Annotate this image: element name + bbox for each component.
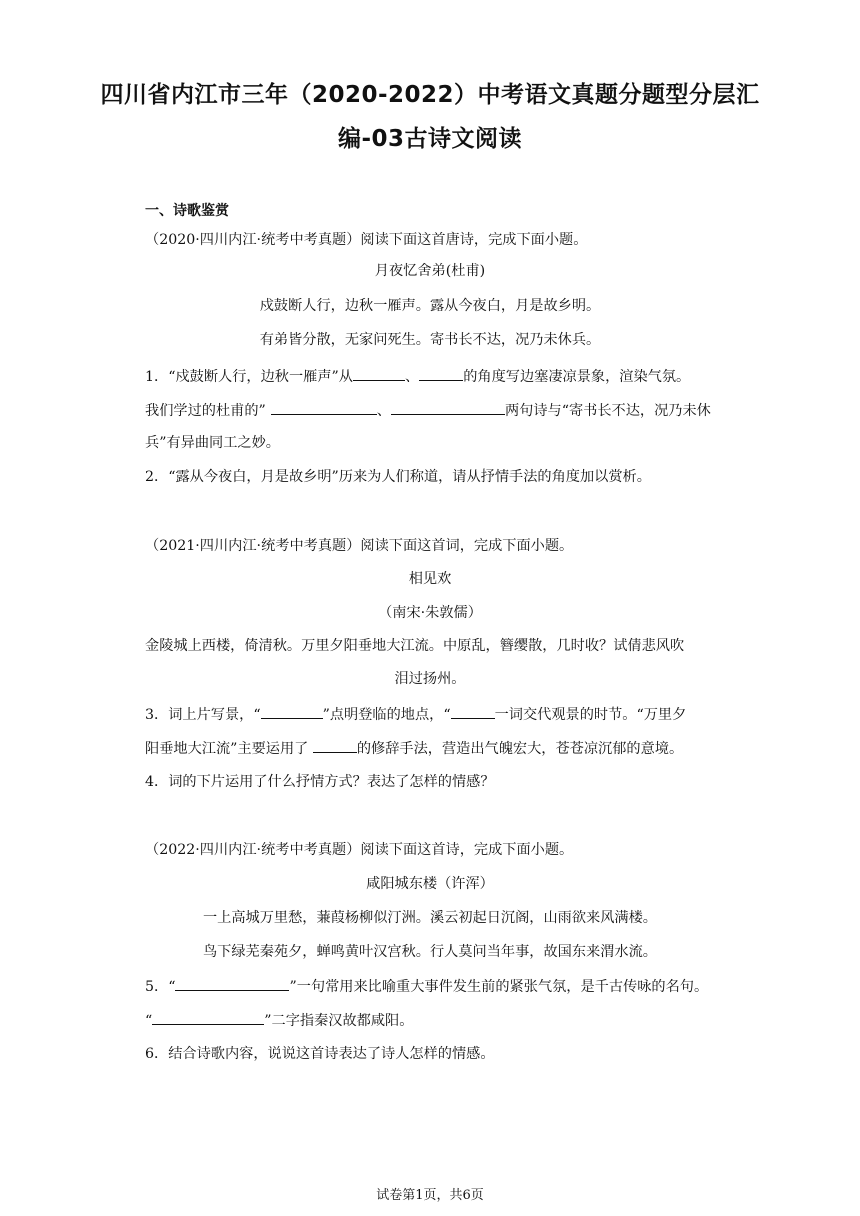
answer-blank[interactable] bbox=[391, 400, 505, 415]
group1-poem-line-2: 有弟皆分散，无家问死生。寄书长不达，况乃未休兵。 bbox=[259, 332, 601, 348]
question-5-line-2 bbox=[145, 1010, 725, 1031]
page-title-line-1: 四川省内江市三年（2020-2022）中考语文真题分题型分层汇 bbox=[100, 82, 760, 108]
page-footer: 试卷第1页，共6页 bbox=[376, 1188, 484, 1203]
group3-intro: （2022·四川内江·统考中考真题）阅读下面这首诗，完成下面小题。 bbox=[145, 842, 574, 858]
question-3-line-1 bbox=[145, 704, 725, 725]
q3-text-c: 一词交代观景的时节。“万里夕 bbox=[494, 707, 687, 723]
group2-poem-line-1: 金陵城上西楼，倚清秋。万里夕阳垂地大江流。中原乱，簪缨散，几时收？试倩悲风吹 bbox=[145, 638, 685, 654]
question-1-line-1 bbox=[145, 366, 725, 387]
question-2: 2．“露从今夜白，月是故乡明”历来为人们称道，请从抒情手法的角度加以赏析。 bbox=[145, 469, 651, 485]
answer-blank[interactable] bbox=[152, 1010, 264, 1025]
q3-text-a: 3．词上片写景，“ bbox=[145, 707, 261, 723]
q3-text-d: 阳垂地大江流”主要运用了 bbox=[145, 741, 313, 757]
q1-text-e: 、 bbox=[376, 403, 391, 419]
question-6: 6．结合诗歌内容，说说这首诗表达了诗人怎样的情感。 bbox=[145, 1046, 495, 1062]
group3-poem-line-2: 鸟下绿芜秦苑夕，蝉鸣黄叶汉宫秋。行人莫问当年事，故国东来渭水流。 bbox=[202, 944, 657, 960]
group2-poem-line-2: 泪过扬州。 bbox=[394, 671, 466, 687]
question-5-line-1 bbox=[145, 976, 725, 997]
q3-text-e: 的修辞手法，营造出气魄宏大，苍苍凉沉郁的意境。 bbox=[356, 741, 684, 757]
group1-poem-line-1: 戍鼓断人行，边秋一雁声。露从今夜白，月是故乡明。 bbox=[259, 298, 601, 314]
group1-poem-title: 月夜忆舍弟(杜甫) bbox=[374, 263, 486, 279]
group2-poem-title: 相见欢 bbox=[408, 571, 452, 587]
q1-text-b: 、 bbox=[404, 369, 420, 385]
answer-blank[interactable] bbox=[313, 738, 357, 753]
group2-poem-author: （南宋·朱敦儒） bbox=[378, 605, 482, 621]
group3-poem-line-1: 一上高城万里愁，蒹葭杨柳似汀洲。溪云初起日沉阁，山雨欲来风满楼。 bbox=[202, 910, 657, 926]
question-1-line-2 bbox=[145, 400, 725, 421]
answer-blank[interactable] bbox=[261, 704, 323, 719]
q1-text-c: 的角度写边塞凄凉景象，渲染气氛。 bbox=[463, 369, 691, 385]
q1-text-d: 我们学过的杜甫的” bbox=[145, 403, 266, 419]
question-4: 4．词的下片运用了什么抒情方式？表达了怎样的情感？ bbox=[145, 774, 495, 790]
section-heading: 一、诗歌鉴赏 bbox=[145, 203, 229, 219]
question-1-line-3: 兵”有异曲同工之妙。 bbox=[145, 435, 280, 451]
q1-text-f: 两句诗与“寄书长不达，况乃未休 bbox=[504, 403, 711, 419]
q5-text-d: ”二字指秦汉故都咸阳。 bbox=[264, 1013, 414, 1029]
group1-intro: （2020·四川内江·统考中考真题）阅读下面这首唐诗，完成下面小题。 bbox=[145, 232, 588, 248]
group3-poem-title: 咸阳城东楼（许浑） bbox=[366, 876, 494, 892]
question-3-line-2 bbox=[145, 738, 725, 759]
group2-intro: （2021·四川内江·统考中考真题）阅读下面这首词，完成下面小题。 bbox=[145, 538, 574, 554]
q5-text-a: 5．“ bbox=[145, 979, 176, 995]
q1-text-a: 1．“戍鼓断人行，边秋一雁声”从 bbox=[145, 369, 353, 385]
q5-text-b: ”一句常用来比喻重大事件发生前的紧张气氛，是千古传咏的名句。 bbox=[289, 979, 709, 995]
q5-text-c: “ bbox=[145, 1013, 153, 1029]
answer-blank[interactable] bbox=[175, 976, 289, 991]
answer-blank[interactable] bbox=[451, 704, 495, 719]
answer-blank[interactable] bbox=[271, 400, 377, 415]
page-title-line-2: 编-03古诗文阅读 bbox=[337, 126, 523, 152]
q3-text-b: ”点明登临的地点，“ bbox=[322, 707, 451, 723]
answer-blank[interactable] bbox=[419, 366, 463, 381]
answer-blank[interactable] bbox=[353, 366, 405, 381]
